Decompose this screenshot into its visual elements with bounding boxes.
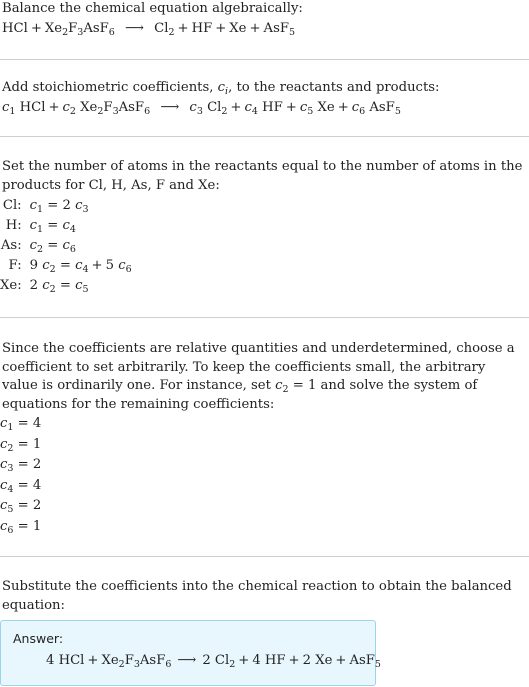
answer-label: Answer: bbox=[13, 631, 64, 646]
coefficient-value: $c_4 = 4$ bbox=[0, 477, 42, 495]
relation-equation: $c_1 = c_4$ bbox=[29, 217, 76, 235]
relation-row bbox=[0, 235, 134, 255]
intro-text: Balance the chemical equation algebraically: bbox=[2, 1, 303, 16]
relation-row bbox=[0, 215, 134, 235]
section-coefficients bbox=[0, 79, 529, 118]
divider bbox=[0, 59, 529, 60]
relation-equation: $c_2 = c_6$ bbox=[29, 237, 76, 255]
element-label: H: bbox=[5, 217, 22, 233]
element-label: F: bbox=[8, 257, 22, 273]
coefficient-value: $c_5 = 2$ bbox=[0, 498, 42, 515]
relation-equation: $c_1 = 2$ $c_3$ bbox=[29, 197, 89, 215]
relation-row bbox=[0, 275, 134, 295]
section-atom-balance bbox=[0, 158, 529, 295]
divider bbox=[0, 136, 529, 137]
species: HCl bbox=[2, 20, 28, 36]
coefficient-value: $c_6 = 1$ bbox=[0, 518, 42, 536]
species: Xe bbox=[229, 20, 247, 36]
relation-equation: 2 $c_2 = c_5$ bbox=[29, 277, 89, 295]
section-solve bbox=[0, 340, 529, 537]
unbalanced-equation: HCl + $Xe_2F_3AsF_6$ ⟶ $Cl_2$ + HF + Xe + AsF$_5$ bbox=[2, 20, 296, 38]
element-label: Cl: bbox=[2, 197, 22, 213]
intro-text: Set the number of atoms in the reactants equal to the number of atoms in the products for Cl, H, As, F and Xe: bbox=[2, 159, 523, 193]
section-unbalanced bbox=[0, 0, 529, 39]
coefficient-value: $c_3 = 2$ bbox=[0, 457, 42, 474]
intro-text: Substitute the coefficients into the chemical reaction to obtain the balanced equation: bbox=[2, 579, 512, 613]
divider bbox=[0, 556, 529, 557]
section-balanced bbox=[0, 578, 529, 615]
relation-equation: 9 $c_2 = c_4 + 5$ $c_6$ bbox=[29, 257, 132, 275]
element-label: As: bbox=[0, 237, 22, 253]
species: $Cl_2$ bbox=[154, 20, 175, 38]
intro-text: Since the coefficients are relative quantities and underdetermined, choose a coefficient to set arbitrarily. To keep the coefficients small, the arbitrary value is ordinarily one. For instance, set $c_2 = 1$ and solve the system of equations for the remaining coefficients: bbox=[2, 341, 515, 412]
relation-row bbox=[0, 195, 134, 215]
relation-row bbox=[0, 255, 134, 275]
element-label: Xe: bbox=[0, 277, 22, 293]
divider bbox=[0, 317, 529, 318]
coefficient-value: $c_1 = 4$ bbox=[0, 416, 42, 433]
balanced-equation: 4 HCl + $Xe_2F_3AsF_6$ ⟶ 2 $Cl_2 + 4$ HF + 2 Xe + AsF$_5$ bbox=[46, 653, 381, 670]
answer-box bbox=[0, 620, 381, 686]
species: $Xe_2F_3AsF_6$ bbox=[44, 20, 115, 38]
species: HF bbox=[191, 20, 213, 36]
intro-text: Add stoichiometric coefficients, $c_i$, to the reactants and products: bbox=[2, 80, 440, 97]
relations-table bbox=[0, 195, 134, 295]
species: AsF$_5$ bbox=[263, 20, 296, 38]
coefficient-equation: $c_1$ HCl + $c_2$ $Xe_2F_3AsF_6$ ⟶ $c_3$ $Cl_2 + c_4$ HF + $c_5$ $Xe + c_6$ AsF$_5$ bbox=[2, 99, 401, 117]
reaction-arrow: ⟶ bbox=[125, 20, 144, 36]
coefficient-list bbox=[0, 414, 529, 537]
coefficient-value: $c_2 = 1$ bbox=[0, 436, 42, 454]
